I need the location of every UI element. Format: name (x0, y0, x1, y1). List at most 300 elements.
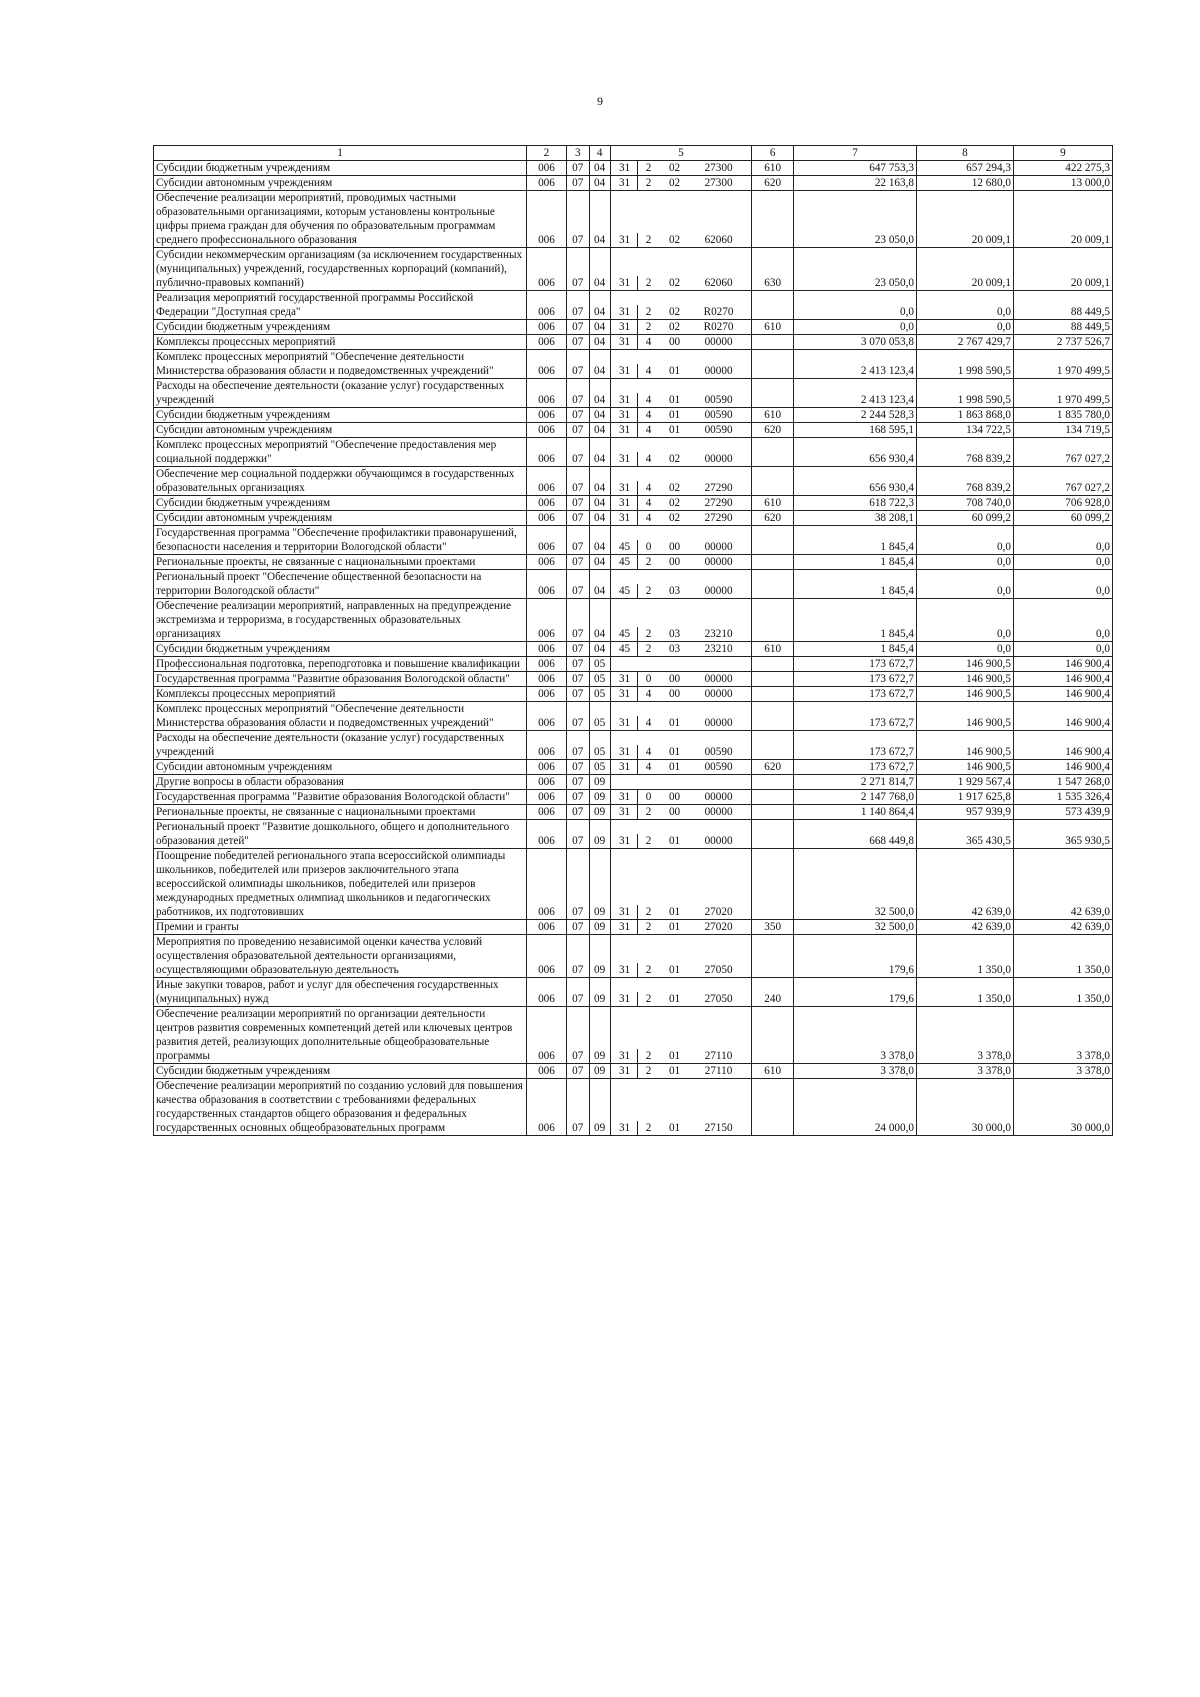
program-code: 31 (613, 1064, 638, 1078)
project-code: 01 (668, 746, 681, 758)
header-cell: 8 (916, 146, 1013, 161)
amount-col9: 1 350,0 (1013, 978, 1112, 1007)
ministry-code: 006 (527, 248, 567, 291)
target-article-code (610, 320, 752, 335)
header-cell: 9 (1013, 146, 1112, 161)
subprogram-code: 0 (645, 673, 652, 685)
project-code: 01 (668, 717, 681, 729)
amount-col7: 1 845,4 (793, 599, 916, 642)
amount-col8: 957 939,9 (916, 805, 1013, 820)
ministry-code: 006 (527, 467, 567, 496)
amount-col9: 0,0 (1013, 642, 1112, 657)
subsection-code: 04 (589, 526, 610, 555)
amount-col7: 3 378,0 (793, 1007, 916, 1064)
amount-col9: 30 000,0 (1013, 1079, 1112, 1136)
section-code: 07 (566, 438, 589, 467)
table-row (154, 161, 1113, 176)
direction-code: 27020 (704, 921, 733, 933)
table-row (154, 599, 1113, 642)
expense-name: Государственная программа "Развитие образования Вологодской области" (154, 672, 527, 687)
amount-col8: 1 929 567,4 (916, 775, 1013, 790)
expense-type-code (752, 790, 794, 805)
ministry-code: 006 (527, 657, 567, 672)
amount-col8: 42 639,0 (916, 849, 1013, 920)
expense-type-code (752, 191, 794, 248)
expense-name: Обеспечение реализации мероприятий, проводимых частными образовательными организациями, которым установлены контрольные цифры приема граждан для обучения по образовательным программам среднего профессионального образования (154, 191, 527, 248)
target-article-code (610, 731, 752, 760)
program-code: 45 (613, 555, 638, 569)
table-row (154, 1064, 1113, 1079)
subsection-code: 05 (589, 731, 610, 760)
target-article-code (610, 702, 752, 731)
ministry-code: 006 (527, 438, 567, 467)
amount-col7: 2 413 123,4 (793, 379, 916, 408)
ministry-code: 006 (527, 687, 567, 702)
subsection-code: 09 (589, 805, 610, 820)
ministry-code: 006 (527, 775, 567, 790)
direction-code: 00590 (704, 424, 733, 436)
amount-col8: 3 378,0 (916, 1007, 1013, 1064)
amount-col8: 1 350,0 (916, 935, 1013, 978)
amount-col9: 42 639,0 (1013, 849, 1112, 920)
subprogram-code: 2 (645, 921, 652, 933)
ministry-code: 006 (527, 920, 567, 935)
ministry-code: 006 (527, 511, 567, 526)
amount-col7: 618 722,3 (793, 496, 916, 511)
expense-name: Расходы на обеспечение деятельности (оказание услуг) государственных учреждений (154, 379, 527, 408)
amount-col7: 3 070 053,8 (793, 335, 916, 350)
expense-name: Иные закупки товаров, работ и услуг для обеспечения государственных (муниципальных) нужд (154, 978, 527, 1007)
project-code: 01 (668, 921, 681, 933)
table-row (154, 731, 1113, 760)
expense-type-code (752, 672, 794, 687)
target-article-code (610, 379, 752, 408)
table-row (154, 920, 1113, 935)
direction-code: 62060 (704, 277, 733, 289)
subprogram-code: 4 (645, 336, 652, 348)
amount-col8: 0,0 (916, 599, 1013, 642)
subsection-code: 04 (589, 570, 610, 599)
project-code: 01 (668, 394, 681, 406)
project-code: 01 (668, 424, 681, 436)
table-row (154, 849, 1113, 920)
expense-name: Субсидии бюджетным учреждениям (154, 408, 527, 423)
direction-code: 27290 (704, 497, 733, 509)
table-row (154, 805, 1113, 820)
program-code: 31 (613, 481, 638, 495)
subsection-code: 09 (589, 775, 610, 790)
subsection-code: 04 (589, 176, 610, 191)
expense-type-code (752, 849, 794, 920)
project-code: 01 (668, 409, 681, 421)
subsection-code: 04 (589, 408, 610, 423)
program-code: 31 (613, 716, 638, 730)
direction-code: 27020 (704, 906, 733, 918)
amount-col9: 573 439,9 (1013, 805, 1112, 820)
program-code: 31 (613, 920, 638, 934)
program-code: 31 (613, 963, 638, 977)
ministry-code: 006 (527, 526, 567, 555)
target-article-code (610, 1064, 752, 1079)
project-code: 02 (668, 482, 681, 494)
expense-name: Субсидии некоммерческим организациям (за исключением государственных (муниципальных) учреждений, государственных корпораций (компаний), публично-правовых компаний) (154, 248, 527, 291)
amount-col8: 20 009,1 (916, 191, 1013, 248)
subprogram-code: 2 (645, 906, 652, 918)
target-article-code (610, 805, 752, 820)
section-code: 07 (566, 642, 589, 657)
project-code: 02 (668, 177, 681, 189)
expense-type-code: 620 (752, 423, 794, 438)
table-row (154, 790, 1113, 805)
expense-name: Региональный проект "Обеспечение общественной безопасности на территории Вологодской области" (154, 570, 527, 599)
project-code: 01 (668, 761, 681, 773)
expense-type-code (752, 702, 794, 731)
direction-code: R0270 (703, 306, 734, 318)
amount-col8: 1 350,0 (916, 978, 1013, 1007)
table-row (154, 496, 1113, 511)
amount-col9: 1 970 499,5 (1013, 350, 1112, 379)
amount-col8: 0,0 (916, 642, 1013, 657)
amount-col8: 708 740,0 (916, 496, 1013, 511)
amount-col8: 146 900,5 (916, 672, 1013, 687)
table-row (154, 291, 1113, 320)
target-article-code (610, 350, 752, 379)
subsection-code: 09 (589, 820, 610, 849)
amount-col9: 3 378,0 (1013, 1064, 1112, 1079)
program-code: 31 (613, 905, 638, 919)
subprogram-code: 2 (645, 1122, 652, 1134)
program-code: 31 (613, 805, 638, 819)
amount-col8: 657 294,3 (916, 161, 1013, 176)
project-code: 01 (668, 1122, 681, 1134)
direction-code: 00000 (704, 673, 733, 685)
section-code: 07 (566, 935, 589, 978)
project-code: 00 (668, 541, 681, 553)
expense-name: Субсидии бюджетным учреждениям (154, 320, 527, 335)
amount-col7: 1 140 864,4 (793, 805, 916, 820)
expense-type-code (752, 291, 794, 320)
target-article-code (610, 849, 752, 920)
subprogram-code: 2 (645, 1050, 652, 1062)
subprogram-code: 2 (645, 964, 652, 976)
ministry-code: 006 (527, 408, 567, 423)
target-article-code (610, 291, 752, 320)
direction-code: 00590 (704, 746, 733, 758)
expense-type-code: 630 (752, 248, 794, 291)
section-code: 07 (566, 335, 589, 350)
project-code: 01 (668, 906, 681, 918)
table-row (154, 687, 1113, 702)
amount-col7: 3 378,0 (793, 1064, 916, 1079)
project-code: 02 (668, 453, 681, 465)
subsection-code: 09 (589, 1007, 610, 1064)
ministry-code: 006 (527, 335, 567, 350)
expense-name: Обеспечение мер социальной поддержки обучающимся в государственных образовательных организациях (154, 467, 527, 496)
section-code: 07 (566, 1079, 589, 1136)
header-cell: 6 (752, 146, 794, 161)
section-code: 07 (566, 570, 589, 599)
ministry-code: 006 (527, 570, 567, 599)
target-article-code (610, 642, 752, 657)
subsection-code: 04 (589, 599, 610, 642)
program-code: 31 (613, 161, 638, 175)
section-code: 07 (566, 291, 589, 320)
amount-col7: 173 672,7 (793, 687, 916, 702)
amount-col7: 173 672,7 (793, 657, 916, 672)
amount-col8: 20 009,1 (916, 248, 1013, 291)
program-code: 45 (613, 584, 638, 598)
expense-name: Обеспечение реализации мероприятий, направленных на предупреждение экстремизма и терроризма, в государственных образовательных организациях (154, 599, 527, 642)
amount-col8: 42 639,0 (916, 920, 1013, 935)
section-code: 07 (566, 657, 589, 672)
amount-col9: 3 378,0 (1013, 1007, 1112, 1064)
direction-code: 00000 (704, 365, 733, 377)
subprogram-code: 4 (645, 497, 652, 509)
amount-col9: 146 900,4 (1013, 672, 1112, 687)
program-code: 31 (613, 790, 638, 804)
target-article-code (610, 935, 752, 978)
amount-col8: 0,0 (916, 555, 1013, 570)
project-code: 00 (668, 673, 681, 685)
section-code: 07 (566, 379, 589, 408)
section-code: 07 (566, 805, 589, 820)
amount-col7: 1 845,4 (793, 642, 916, 657)
section-code: 07 (566, 599, 589, 642)
amount-col7: 1 845,4 (793, 526, 916, 555)
expense-type-code (752, 935, 794, 978)
program-code: 31 (613, 320, 638, 334)
expense-type-code: 240 (752, 978, 794, 1007)
project-code: 01 (668, 1050, 681, 1062)
project-code: 02 (668, 321, 681, 333)
table-row (154, 935, 1113, 978)
table-row (154, 657, 1113, 672)
amount-col9: 1 350,0 (1013, 935, 1112, 978)
subprogram-code: 4 (645, 482, 652, 494)
table-row (154, 642, 1113, 657)
amount-col7: 173 672,7 (793, 760, 916, 775)
ministry-code: 006 (527, 1064, 567, 1079)
target-article-code (610, 161, 752, 176)
target-article-code (610, 248, 752, 291)
amount-col9: 0,0 (1013, 599, 1112, 642)
amount-col9: 767 027,2 (1013, 467, 1112, 496)
amount-col9: 767 027,2 (1013, 438, 1112, 467)
expense-type-code (752, 570, 794, 599)
ministry-code: 006 (527, 672, 567, 687)
program-code: 31 (613, 393, 638, 407)
table-row (154, 775, 1113, 790)
project-code: 01 (668, 835, 681, 847)
target-article-code (610, 555, 752, 570)
direction-code: 00000 (704, 453, 733, 465)
amount-col9: 88 449,5 (1013, 320, 1112, 335)
project-code: 01 (668, 993, 681, 1005)
ministry-code: 006 (527, 790, 567, 805)
direction-code: 23210 (704, 628, 733, 640)
section-code: 07 (566, 920, 589, 935)
table-row (154, 760, 1113, 775)
program-code: 31 (613, 233, 638, 247)
section-code: 07 (566, 496, 589, 511)
project-code: 00 (668, 806, 681, 818)
section-code: 07 (566, 248, 589, 291)
table-row (154, 570, 1113, 599)
expense-type-code (752, 350, 794, 379)
amount-col8: 365 430,5 (916, 820, 1013, 849)
direction-code: 00000 (704, 688, 733, 700)
subprogram-code: 4 (645, 424, 652, 436)
subprogram-code: 4 (645, 746, 652, 758)
section-code: 07 (566, 511, 589, 526)
expense-name: Субсидии бюджетным учреждениям (154, 642, 527, 657)
amount-col8: 1 998 590,5 (916, 350, 1013, 379)
table-row (154, 1007, 1113, 1064)
subsection-code: 04 (589, 335, 610, 350)
section-code: 07 (566, 672, 589, 687)
expense-type-code (752, 775, 794, 790)
subprogram-code: 0 (645, 791, 652, 803)
program-code: 31 (613, 423, 638, 437)
amount-col8: 12 680,0 (916, 176, 1013, 191)
ministry-code: 006 (527, 161, 567, 176)
amount-col7: 173 672,7 (793, 672, 916, 687)
project-code: 02 (668, 162, 681, 174)
subsection-code: 04 (589, 642, 610, 657)
budget-table (153, 145, 1113, 1136)
amount-col8: 134 722,5 (916, 423, 1013, 438)
ministry-code: 006 (527, 423, 567, 438)
expense-name: Расходы на обеспечение деятельности (оказание услуг) государственных учреждений (154, 731, 527, 760)
program-code: 31 (613, 335, 638, 349)
ministry-code: 006 (527, 191, 567, 248)
direction-code: 27110 (704, 1065, 733, 1077)
amount-col7: 173 672,7 (793, 702, 916, 731)
amount-col8: 146 900,5 (916, 702, 1013, 731)
amount-col9: 1 835 780,0 (1013, 408, 1112, 423)
expense-type-code (752, 805, 794, 820)
amount-col9: 0,0 (1013, 555, 1112, 570)
amount-col9: 13 000,0 (1013, 176, 1112, 191)
subsection-code: 04 (589, 191, 610, 248)
subprogram-code: 2 (645, 643, 652, 655)
table-row (154, 978, 1113, 1007)
subsection-code: 04 (589, 320, 610, 335)
section-code: 07 (566, 790, 589, 805)
expense-name: Комплексы процессных мероприятий (154, 335, 527, 350)
expense-name: Реализация мероприятий государственной программы Российской Федерации "Доступная среда" (154, 291, 527, 320)
target-article-code (610, 672, 752, 687)
amount-col7: 23 050,0 (793, 191, 916, 248)
expense-name: Комплекс процессных мероприятий "Обеспечение деятельности Министерства образования области и подведомственных учреждений" (154, 702, 527, 731)
direction-code: 23210 (704, 643, 733, 655)
amount-col9: 146 900,4 (1013, 702, 1112, 731)
section-code: 07 (566, 526, 589, 555)
ministry-code: 006 (527, 935, 567, 978)
table-row (154, 176, 1113, 191)
target-article-code (610, 1079, 752, 1136)
project-code: 03 (668, 628, 681, 640)
expense-type-code (752, 335, 794, 350)
target-article-code (610, 790, 752, 805)
project-code: 02 (668, 512, 681, 524)
section-code: 07 (566, 775, 589, 790)
subsection-code: 09 (589, 920, 610, 935)
ministry-code: 006 (527, 731, 567, 760)
amount-col7: 22 163,8 (793, 176, 916, 191)
amount-col7: 32 500,0 (793, 920, 916, 935)
table-row (154, 672, 1113, 687)
expense-type-code (752, 657, 794, 672)
section-code: 07 (566, 161, 589, 176)
ministry-code: 006 (527, 760, 567, 775)
amount-col7: 168 595,1 (793, 423, 916, 438)
direction-code: 00590 (704, 409, 733, 421)
direction-code: 00000 (704, 336, 733, 348)
amount-col9: 146 900,4 (1013, 760, 1112, 775)
target-article-code (610, 657, 752, 672)
target-article-code (610, 978, 752, 1007)
subsection-code: 04 (589, 379, 610, 408)
section-code: 07 (566, 731, 589, 760)
expense-type-code (752, 467, 794, 496)
amount-col7: 0,0 (793, 291, 916, 320)
direction-code: 27290 (704, 512, 733, 524)
target-article-code (610, 760, 752, 775)
program-code: 45 (613, 540, 638, 554)
expense-name: Комплекс процессных мероприятий "Обеспечение предоставления мер социальной поддержки" (154, 438, 527, 467)
ministry-code: 006 (527, 978, 567, 1007)
subprogram-code: 2 (645, 993, 652, 1005)
expense-type-code: 350 (752, 920, 794, 935)
amount-col7: 2 271 814,7 (793, 775, 916, 790)
subprogram-code: 2 (645, 306, 652, 318)
section-code: 07 (566, 1007, 589, 1064)
ministry-code: 006 (527, 555, 567, 570)
header-row (154, 146, 1113, 161)
amount-col9: 88 449,5 (1013, 291, 1112, 320)
subprogram-code: 2 (645, 321, 652, 333)
expense-name: Профессиональная подготовка, переподготовка и повышение квалификации (154, 657, 527, 672)
ministry-code: 006 (527, 849, 567, 920)
target-article-code (610, 467, 752, 496)
project-code: 01 (668, 365, 681, 377)
target-article-code (610, 570, 752, 599)
amount-col8: 0,0 (916, 526, 1013, 555)
amount-col8: 1 998 590,5 (916, 379, 1013, 408)
table-body (154, 161, 1113, 1136)
program-code: 31 (613, 1049, 638, 1063)
expense-type-code: 610 (752, 408, 794, 423)
subsection-code: 05 (589, 672, 610, 687)
section-code: 07 (566, 760, 589, 775)
expense-type-code (752, 687, 794, 702)
expense-name: Субсидии бюджетным учреждениям (154, 1064, 527, 1079)
subsection-code: 09 (589, 1079, 610, 1136)
target-article-code (610, 335, 752, 350)
project-code: 02 (668, 234, 681, 246)
target-article-code (610, 1007, 752, 1064)
project-code: 03 (668, 643, 681, 655)
ministry-code: 006 (527, 496, 567, 511)
amount-col8: 0,0 (916, 320, 1013, 335)
expense-type-code: 610 (752, 642, 794, 657)
table-row (154, 191, 1113, 248)
target-article-code (610, 599, 752, 642)
ministry-code: 006 (527, 350, 567, 379)
amount-col9: 0,0 (1013, 526, 1112, 555)
ministry-code: 006 (527, 176, 567, 191)
